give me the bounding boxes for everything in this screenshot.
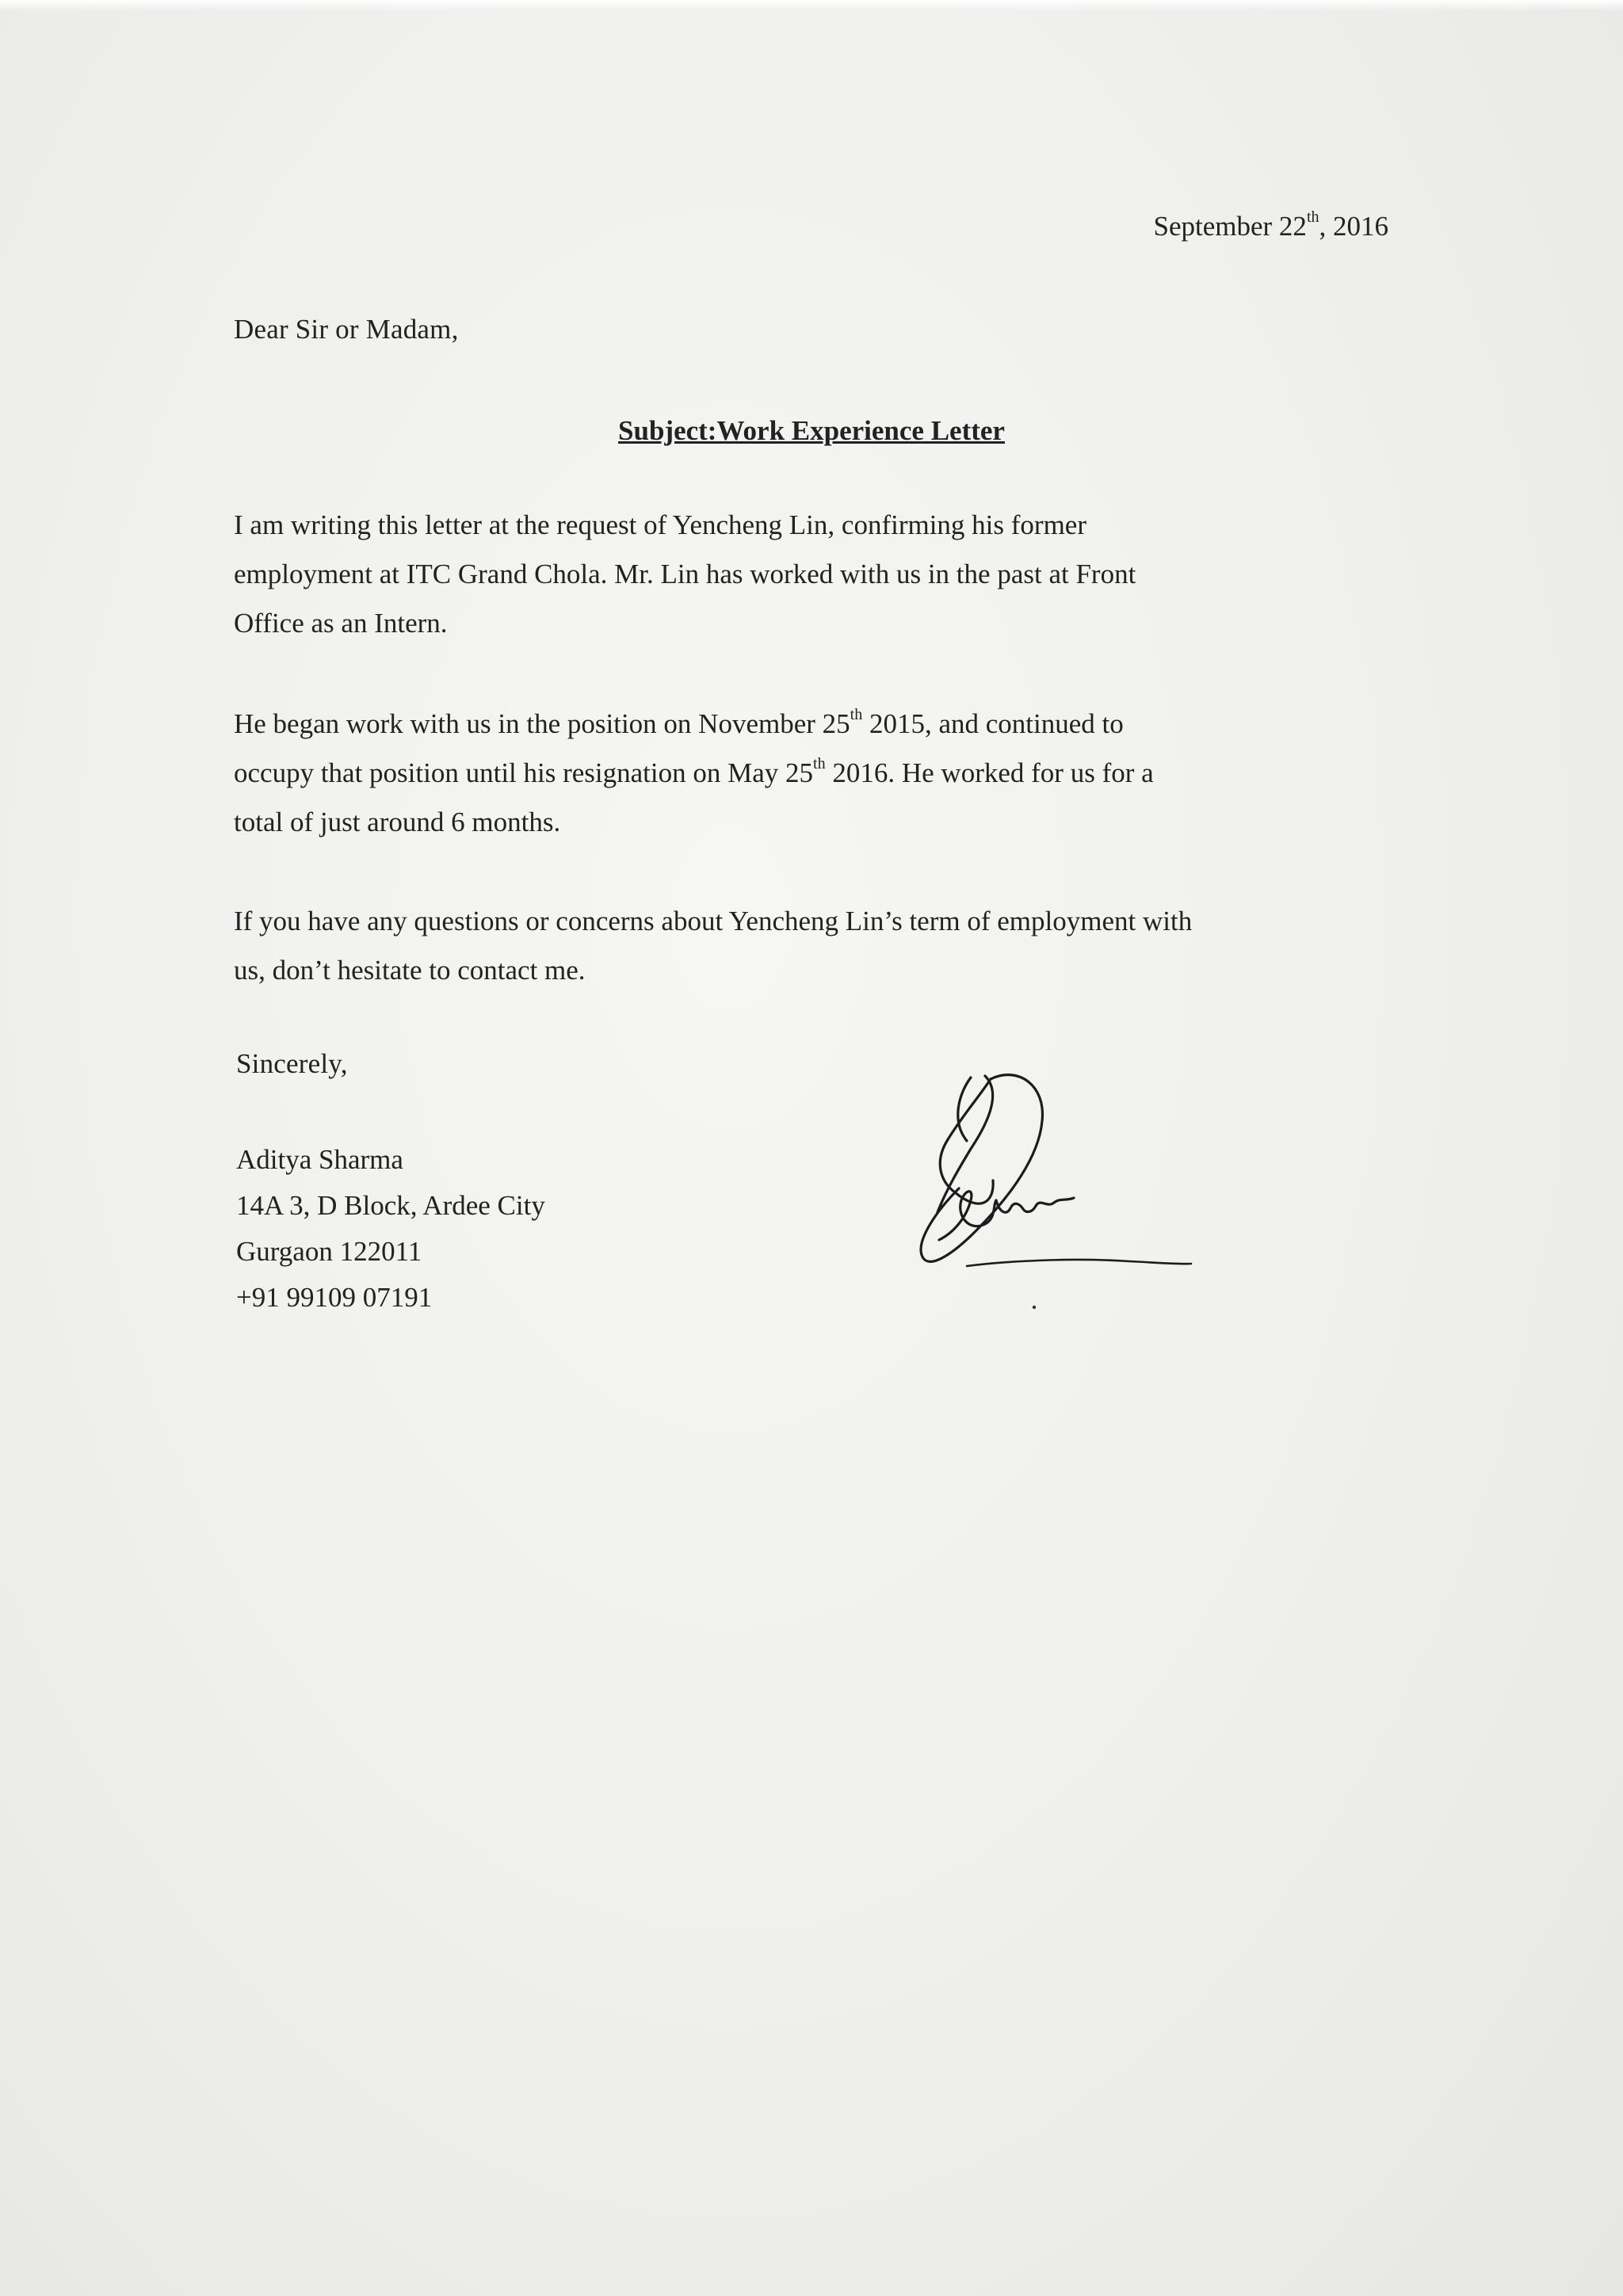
sender-details xyxy=(236,1137,545,1321)
paragraph-line: occupy that position until his resignation on May 25th 2016. He worked for us for a xyxy=(234,755,1154,788)
closing: Sincerely, xyxy=(236,1048,348,1079)
paragraph-line: employment at ITC Grand Chola. Mr. Lin has worked with us in the past at Front xyxy=(234,559,1136,589)
salutation: Dear Sir or Madam, xyxy=(234,314,459,345)
handwritten-signature-icon xyxy=(892,1062,1224,1323)
sender-name: Aditya Sharma xyxy=(236,1144,403,1175)
sender-address-line2: Gurgaon 122011 xyxy=(236,1236,422,1267)
paragraph-line: He began work with us in the position on November 25th 2015, and continued to xyxy=(234,706,1124,739)
paragraph-line: us, don’t hesitate to contact me. xyxy=(234,955,586,986)
paragraph-contact xyxy=(234,897,1399,995)
sender-phone: +91 99109 07191 xyxy=(236,1282,433,1313)
paragraph-employment-period xyxy=(234,700,1399,847)
paragraph-line: I am writing this letter at the request of Yencheng Lin, confirming his former xyxy=(234,509,1086,540)
paragraph-line: Office as an Intern. xyxy=(234,608,448,639)
page-edge xyxy=(0,0,1623,11)
subject-line: Subject:Work Experience Letter xyxy=(618,415,1005,446)
paragraph-request xyxy=(234,501,1399,648)
letter-date: September 22th, 2016 xyxy=(1153,208,1388,242)
paragraph-line: If you have any questions or concerns about Yencheng Lin’s term of employment with xyxy=(234,906,1193,936)
sender-address-line1: 14A 3, D Block, Ardee City xyxy=(236,1190,545,1221)
paragraph-line: total of just around 6 months. xyxy=(234,807,561,837)
